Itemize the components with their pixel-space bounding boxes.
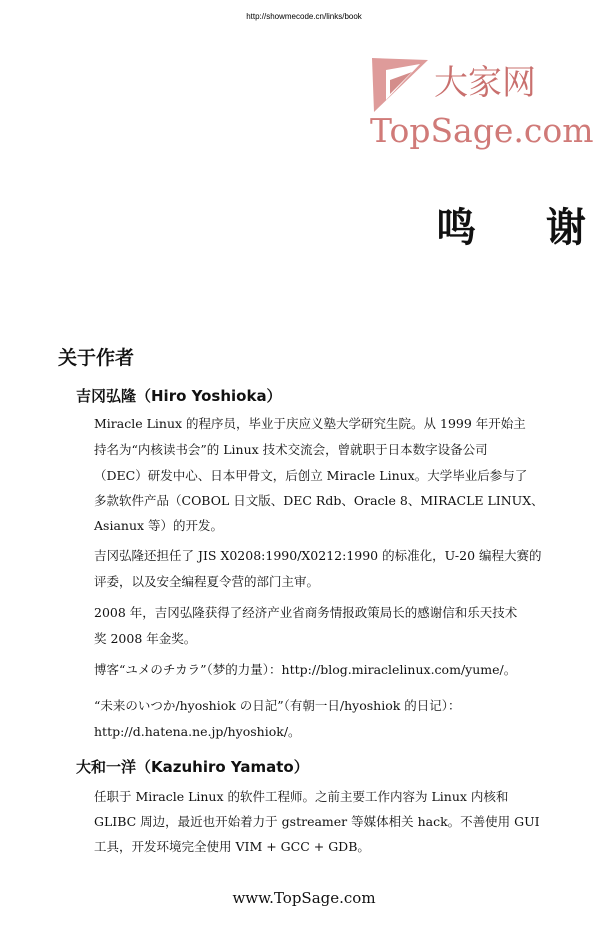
bio-line: 2008 年，吉冈弘隆获得了经济产业省商务情报政策局长的感谢信和乐天技术 [94,605,518,620]
bio-line: 多款软件产品（COBOL 日文版、DEC Rdb、Oracle 8、MIRACLE LINUX、 [94,493,544,508]
bio-line: 评委，以及安全编程夏令营的部门主审。 [94,574,320,589]
author-name-yamato: 大和一洋（Kazuhiro Yamato） [76,758,309,776]
bio-line: 奖 2008 年金奖。 [94,631,197,646]
bio-line: 吉冈弘隆还担任了 JIS X0208:1990/X0212:1990 的标准化，U-20 编程大赛的 [94,548,542,563]
logo-cn-text: 大家网 [434,63,536,103]
page-title: 鸣 谢 [436,205,614,251]
logo-en-text: TopSage.com [370,111,594,150]
diary-url-line: http://d.hatena.ne.jp/hyoshiok/。 [94,724,301,739]
section-heading: 关于作者 [58,347,135,369]
bio-line: Asianux 等）的开发。 [94,518,224,533]
header-url: http://showmecode.cn/links/book [246,12,362,21]
topsage-logo-icon [368,50,594,160]
author-name-yoshioka: 吉冈弘隆（Hiro Yoshioka） [76,387,282,405]
bio-line: GLIBC 周边，最近也开始着力于 gstreamer 等媒体相关 hack。不善使用 GUI [94,814,540,829]
bio-line: 持名为“内核读书会”的 Linux 技术交流会，曾就职于日本数字设备公司 [94,442,488,457]
topsage-logo [368,50,594,160]
footer-url: www.TopSage.com [232,889,376,907]
bio-line: 任职于 Miracle Linux 的软件工程师。之前主要工作内容为 Linux 内核和 [94,789,509,804]
diary-line: “未来のいつか/hyoshiok の日記”（有朝一日/hyoshiok 的日记）： [94,698,461,713]
bio-line: （DEC）研发中心、日本甲骨文，后创立 Miracle Linux。大学毕业后参与了 [94,468,528,483]
bio-line: 工具，开发环境完全使用 VIM + GCC + GDB。 [94,839,370,854]
blog-line: 博客“ユメのチカラ”（梦的力量）：http://blog.miraclelinux.com/yume/。 [94,662,517,677]
bio-line: Miracle Linux 的程序员，毕业于庆应义塾大学研究生院。从 1999 年开始主 [94,416,526,431]
